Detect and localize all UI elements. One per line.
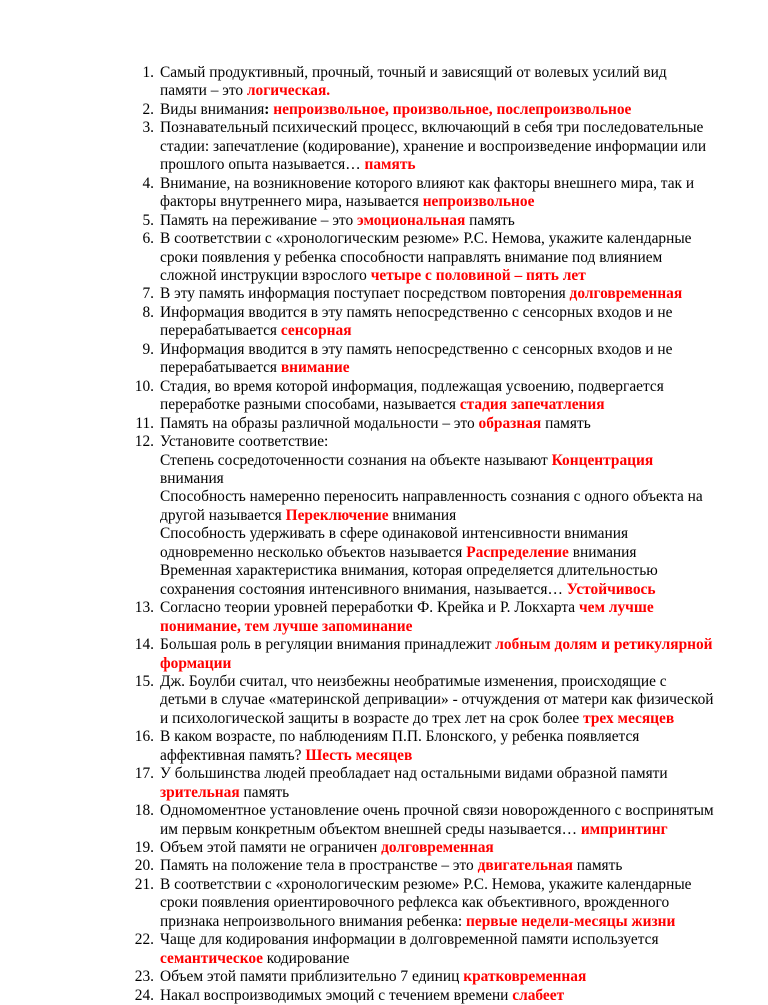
list-item [104,175,714,212]
list-item [104,285,714,303]
list-item [104,673,714,728]
answer-text: логическая. [246,82,331,100]
item-number: 18. [134,802,154,820]
question-text: Виды внимания [160,100,265,118]
question-text: Одномоментное установление очень прочной связи новорожденного с воспринятым им первым конкретным объектом внешней среды называется… [160,802,714,838]
item-number: 19. [134,839,154,857]
question-text: Большая роль в регуляции внимания принадлежит [160,636,496,654]
list-item [104,378,714,415]
list-item [104,765,714,802]
question-text: В соответствии с «хронологическим резюме» Р.С. Немова, укажите календарные сроки появления ориентировочного рефлекса как объективного, врожденного признака непроизвольного внимания ребенка: [160,875,692,930]
answer-text: долговременная [569,285,683,303]
answer-text: семантическое [160,949,263,967]
answer-text: слабеет [512,986,565,1004]
item-number: 10. [134,377,154,395]
answer-text: непроизвольное, произвольное, послепроизвольное [273,100,632,118]
answer-text: кратковременная [463,968,587,986]
list-item [104,101,714,119]
question-text: Установите соответствие: [160,433,329,451]
question-text: В соответствии с «хронологическим резюме» Р.С. Немова, укажите календарные сроки появления у ребенка способности направлять внимание под влиянием сложной инструкции взрослого [160,230,692,284]
match-row [160,452,714,489]
trailing-text: внимания [568,543,637,561]
answer-text: импринтинг [580,820,668,838]
question-text: У большинства людей преобладает над остальными видами образной памяти [160,765,668,783]
answer-text: непроизвольное [422,193,535,211]
item-number: 14. [134,636,154,654]
answer-text: память [364,156,416,174]
answer-text: двигательная [477,857,573,875]
answer-text: трех месяцев [583,709,675,727]
item-number: 7. [142,285,154,303]
list-item [104,304,714,341]
list-item [104,728,714,765]
item-number: 6. [142,230,154,248]
answer-text: Концентрация [551,451,654,469]
question-text: Степень сосредоточенности сознания на объекте называют [160,451,552,469]
question-text: Память на переживание – это [160,211,357,229]
answer-text: эмоциональная [357,211,466,229]
list-item [104,802,714,839]
item-number: 23. [134,968,154,986]
trailing-text: кодирование [262,949,350,967]
answer-text: Шесть месяцев [305,746,413,764]
list-item [104,64,714,101]
trailing-text: внимания [160,469,224,487]
question-text: Познавательный психический процесс, включающий в себя три последовательные стадии: запечатление (кодирование), хранение и воспроизведение информации или прошлого опыта называется… [160,119,707,174]
item-number: 20. [134,857,154,875]
item-number: 13. [134,599,154,617]
question-text: В каком возрасте, по наблюдениям П.П. Блонского, у ребенка появляется аффективная память? [160,728,640,764]
question-text: Самый продуктивный, прочный, точный и зависящий от волевых усилий вид памяти – это [160,64,667,100]
item-number: 17. [134,765,154,783]
question-text: Согласно теории уровней переработки Ф. Крейка и Р. Локхарта [160,599,579,617]
question-text: Объем этой памяти не ограничен [160,839,382,857]
trailing-text: память [572,857,623,875]
answer-text: четыре с половиной – пять лет [370,266,586,284]
question-text: Накал воспроизводимых эмоций с течением времени [160,986,513,1004]
list-item [104,433,714,599]
answer-text: первые недели-месяцы жизни [466,912,676,930]
question-text: В эту память информация поступает посредством повторения [160,285,570,303]
list-item [104,968,714,986]
item-number: 24. [134,986,154,1004]
answer-text: Устойчивось [566,580,656,598]
item-number: 3. [142,119,154,137]
item-number: 21. [134,875,154,893]
match-row [160,525,714,562]
item-number: 5. [142,211,154,229]
list-item [104,415,714,433]
question-list [104,64,714,1005]
answer-text: Распределение [466,543,569,561]
list-item [104,839,714,857]
list-item [104,931,714,968]
list-item [104,230,714,285]
question-text: Информация вводится в эту память непосредственно с сенсорных входов и не перерабатывается [160,340,673,377]
list-item [104,987,714,1005]
item-number: 8. [142,303,154,321]
question-text: Способность удерживать в сфере одинаковой интенсивности внимания одновременно несколько объектов называется [160,525,629,561]
question-text: Стадия, во время которой информация, подлежащая усвоению, подвергается переработке разными способами, называется [160,377,664,414]
answer-text: зрительная [160,783,240,801]
list-item [104,341,714,378]
question-text: Временная характеристика внимания, которая определяется длительностью сохранения состояния интенсивного внимания, называется… [160,562,658,598]
match-row [160,562,714,599]
answer-text: Переключение [285,506,389,524]
answer-text: образная [478,414,542,432]
answer-text: внимание [280,359,350,377]
question-text: Дж. Боулби считал, что неизбежны необратимые изменения, происходящие с детьми в случае «материнской депривации» - отчуждения от матери как физической и психологической защиты в возрасте до трех лет на срок более [160,672,714,727]
list-item [104,636,714,673]
item-number: 4. [142,174,154,192]
list-item [104,599,714,636]
question-text: Способность намеренно переносить направленность сознания с одного объекта на другой называется [160,488,703,524]
question-text: Память на образы различной модальности – это [160,414,479,432]
colon-text: : [264,100,270,118]
question-text: Информация вводится в эту память непосредственно с сенсорных входов и не перерабатывается [160,303,673,340]
answer-text: долговременная [381,839,494,857]
list-item [104,876,714,931]
list-item [104,212,714,230]
match-row [160,488,714,525]
item-number: 1. [142,64,154,81]
answer-text: стадия запечатления [459,396,605,414]
item-number: 16. [134,728,154,746]
answer-text: сенсорная [280,322,352,340]
list-item [104,119,714,174]
trailing-text: память [465,211,515,229]
answer-text: лобным долям и ретикулярной формации [160,636,713,672]
list-item [104,857,714,875]
item-number: 12. [134,433,154,451]
trailing-text: внимания [388,506,457,524]
item-number: 11. [135,414,154,432]
item-number: 22. [134,931,154,949]
question-text: Чаще для кодирования информации в долговременной памяти используется [160,931,659,949]
trailing-text: память [239,783,290,801]
question-text: Объем этой памяти приблизительно 7 единиц [160,968,464,986]
answer-text: чем лучше понимание, тем лучше запоминание [160,599,654,635]
trailing-text: память [541,414,591,432]
question-text: Память на положение тела в пространстве – это [160,857,478,875]
question-text: Внимание, на возникновение которого влияют как факторы внешнего мира, так и факторы внутреннего мира, называется [160,174,695,211]
item-number: 2. [142,100,154,118]
item-number: 15. [134,672,154,690]
item-number: 9. [142,340,154,358]
